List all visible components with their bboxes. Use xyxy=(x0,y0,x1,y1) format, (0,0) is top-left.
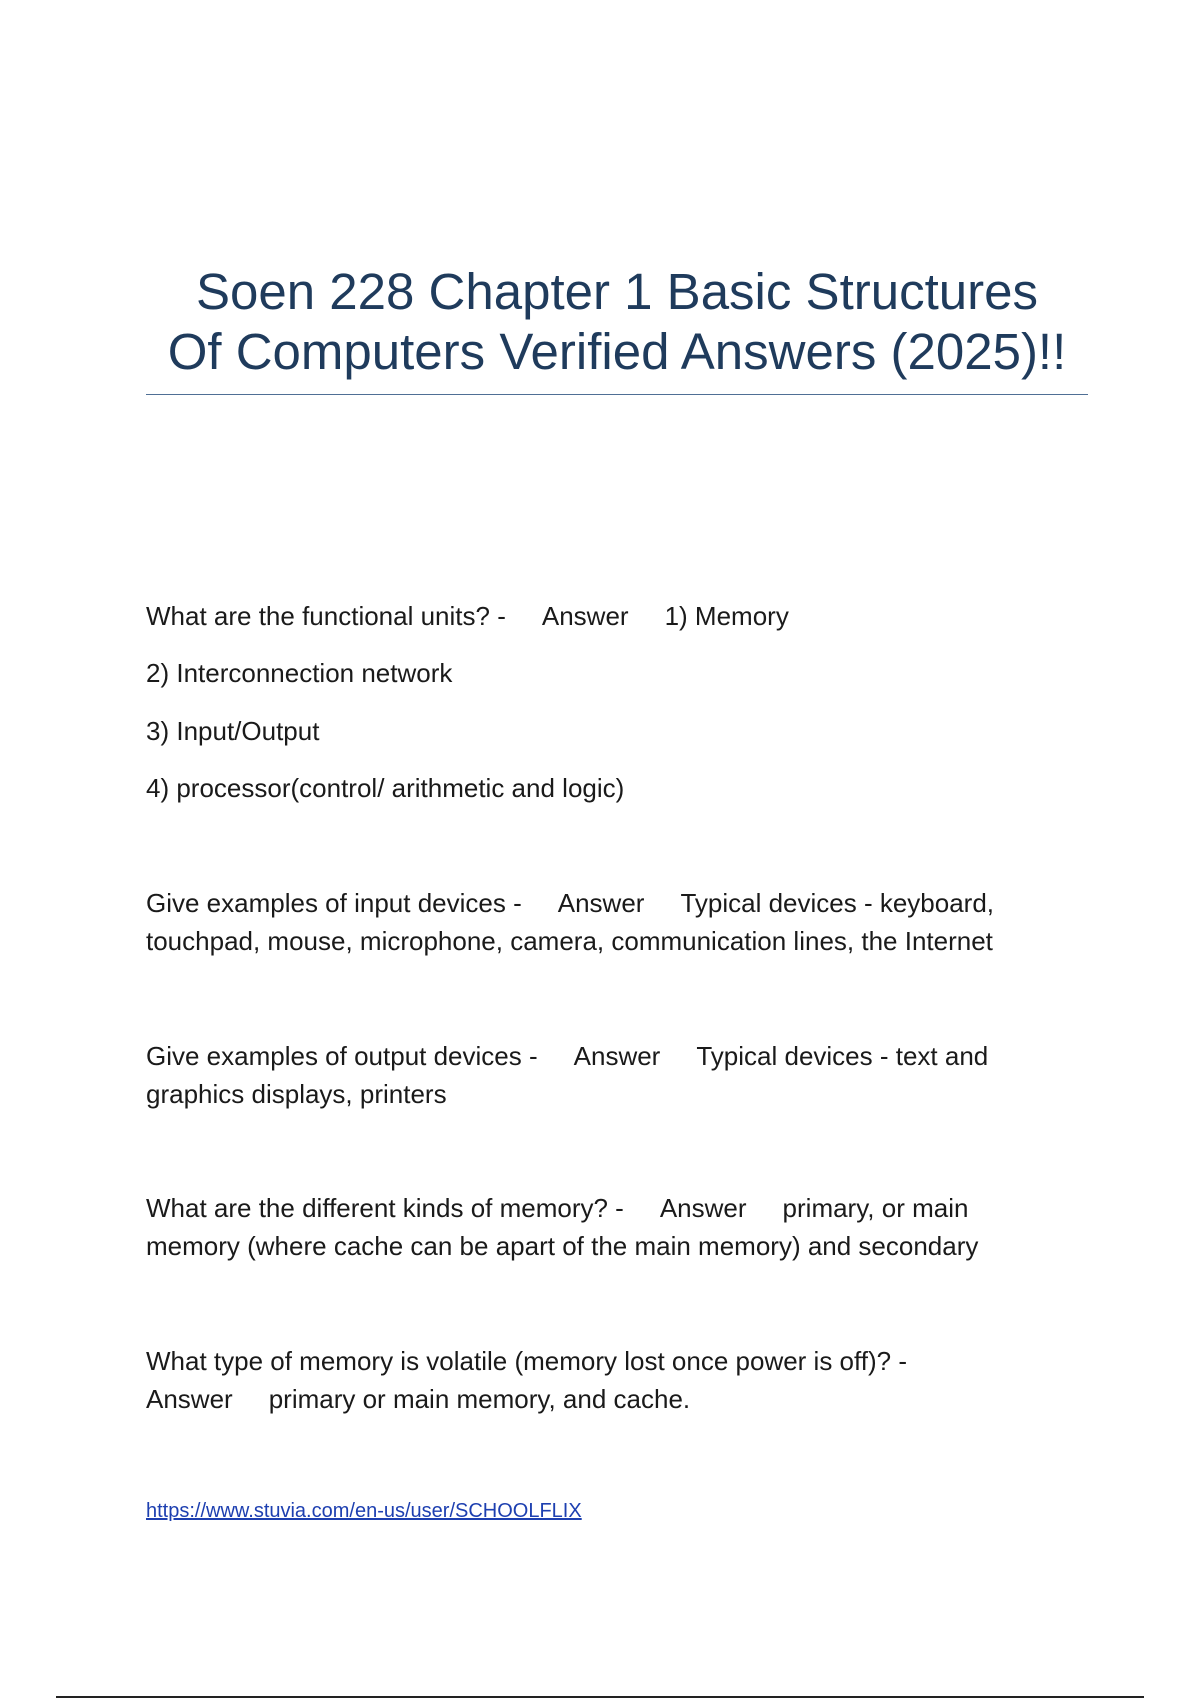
answer-label: Answer xyxy=(541,601,629,631)
answer-text: primary or main memory, and cache. xyxy=(268,1384,691,1414)
answer-continuation: memory (where cache can be apart of the main memory) and secondary xyxy=(146,1231,979,1261)
qa-item-functional-units xyxy=(146,597,1086,635)
qa-line xyxy=(146,884,1086,922)
answer-text: primary, or main xyxy=(782,1193,969,1223)
title-line-2: Of Computers Verified Answers (2025)!! xyxy=(167,323,1067,380)
answer-continuation: touchpad, mouse, microphone, camera, communication lines, the Internet xyxy=(146,926,993,956)
qa-item-output-devices xyxy=(146,1037,1086,1113)
answer-label: Answer xyxy=(146,1384,233,1414)
document-title xyxy=(146,262,1088,395)
qa-item-input-devices xyxy=(146,884,1086,960)
question-text: Give examples of input devices - xyxy=(146,888,522,918)
answer-label: Answer xyxy=(573,1041,661,1071)
title-line-1: Soen 228 Chapter 1 Basic Structures xyxy=(196,263,1038,320)
answer-text: Typical devices - text and xyxy=(696,1041,989,1071)
qa-line xyxy=(146,597,1086,635)
answer-label: Answer xyxy=(557,888,645,918)
answer-continuation: graphics displays, printers xyxy=(146,1079,447,1109)
qa-line xyxy=(146,1037,1086,1075)
qa-line xyxy=(146,1189,1086,1227)
answer-list-item: 3) Input/Output xyxy=(146,716,320,746)
answer-list-item: 4) processor(control/ arithmetic and logic) xyxy=(146,773,625,803)
qa-item-memory-kinds xyxy=(146,1189,1086,1265)
answer-text: 1) Memory xyxy=(664,601,789,631)
answer-label: Answer xyxy=(659,1193,747,1223)
question-text: Give examples of output devices - xyxy=(146,1041,538,1071)
answer-text: Typical devices - keyboard, xyxy=(680,888,995,918)
footer-divider xyxy=(56,1696,1144,1698)
qa-item-volatile-memory xyxy=(146,1342,1086,1418)
source-link[interactable]: https://www.stuvia.com/en-us/user/SCHOOLFLIX xyxy=(146,1500,582,1522)
question-text: What are the different kinds of memory? - xyxy=(146,1193,624,1223)
answer-list-item: 2) Interconnection network xyxy=(146,658,453,688)
question-text: What are the functional units? - xyxy=(146,601,506,631)
question-text: What type of memory is volatile (memory lost once power is off)? - xyxy=(146,1346,907,1376)
qa-line xyxy=(146,1380,1086,1418)
